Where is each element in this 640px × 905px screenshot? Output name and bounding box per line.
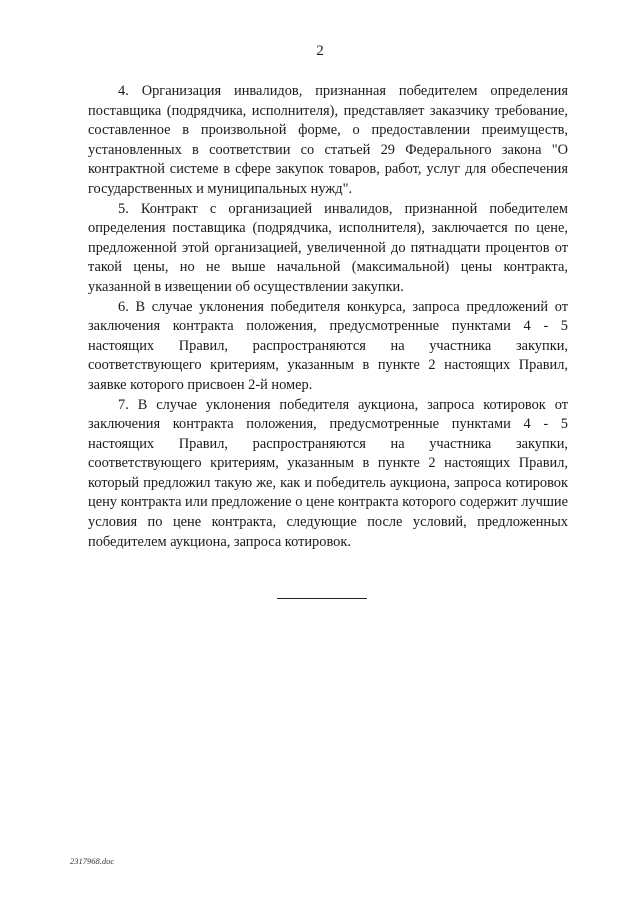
document-file-reference: 2317968.doc [70,856,115,866]
paragraph-6: 6. В случае уклонения победителя конкурса, запроса предложений от заключения контракта положения, предусмотренные пунктами 4 - 5 настоящих Правил, распространяются на участника закупки, соответствующего критериям, указанным в пункте 2 настоящих Правил, заявке которого присвоен 2-й номер. [88,298,568,393]
end-separator-line [277,598,367,599]
page-number: 2 [316,43,324,59]
paragraph-4: 4. Организация инвалидов, признанная победителем определения поставщика (подрядчика, исполнителя), представляет заказчику требование, составленное в произвольной форме, о предоставлении преимуществ, установленных в соответствии со статьей 29 Федерального закона "О контрактной системе в сфере закупок товаров, работ, услуг для обеспечения государственных и муниципальных нужд". [88,83,568,197]
document-body [88,82,568,552]
paragraph-7: 7. В случае уклонения победителя аукциона, запроса котировок от заключения контракта положения, предусмотренные пунктами 4 - 5 настоящих Правил, распространяются на участника закупки, соответствующего критериям, указанным в пункте 2 настоящих Правил, который предложил такую же, как и победитель аукциона, запроса котировок цену контракта или предложение о цене контракта которого содержит лучшие условия по цене контракта, следующие после условий, предложенных победителем аукциона, запроса котировок. [88,396,568,550]
paragraph-5: 5. Контракт с организацией инвалидов, признанной победителем определения поставщика (подрядчика, исполнителя), заключается по цене, предложенной этой организацией, увеличенной до пятнадцати процентов от такой цены, но не выше начальной (максимальной) цены контракта, указанной в извещении об осуществлении закупки. [88,200,568,295]
